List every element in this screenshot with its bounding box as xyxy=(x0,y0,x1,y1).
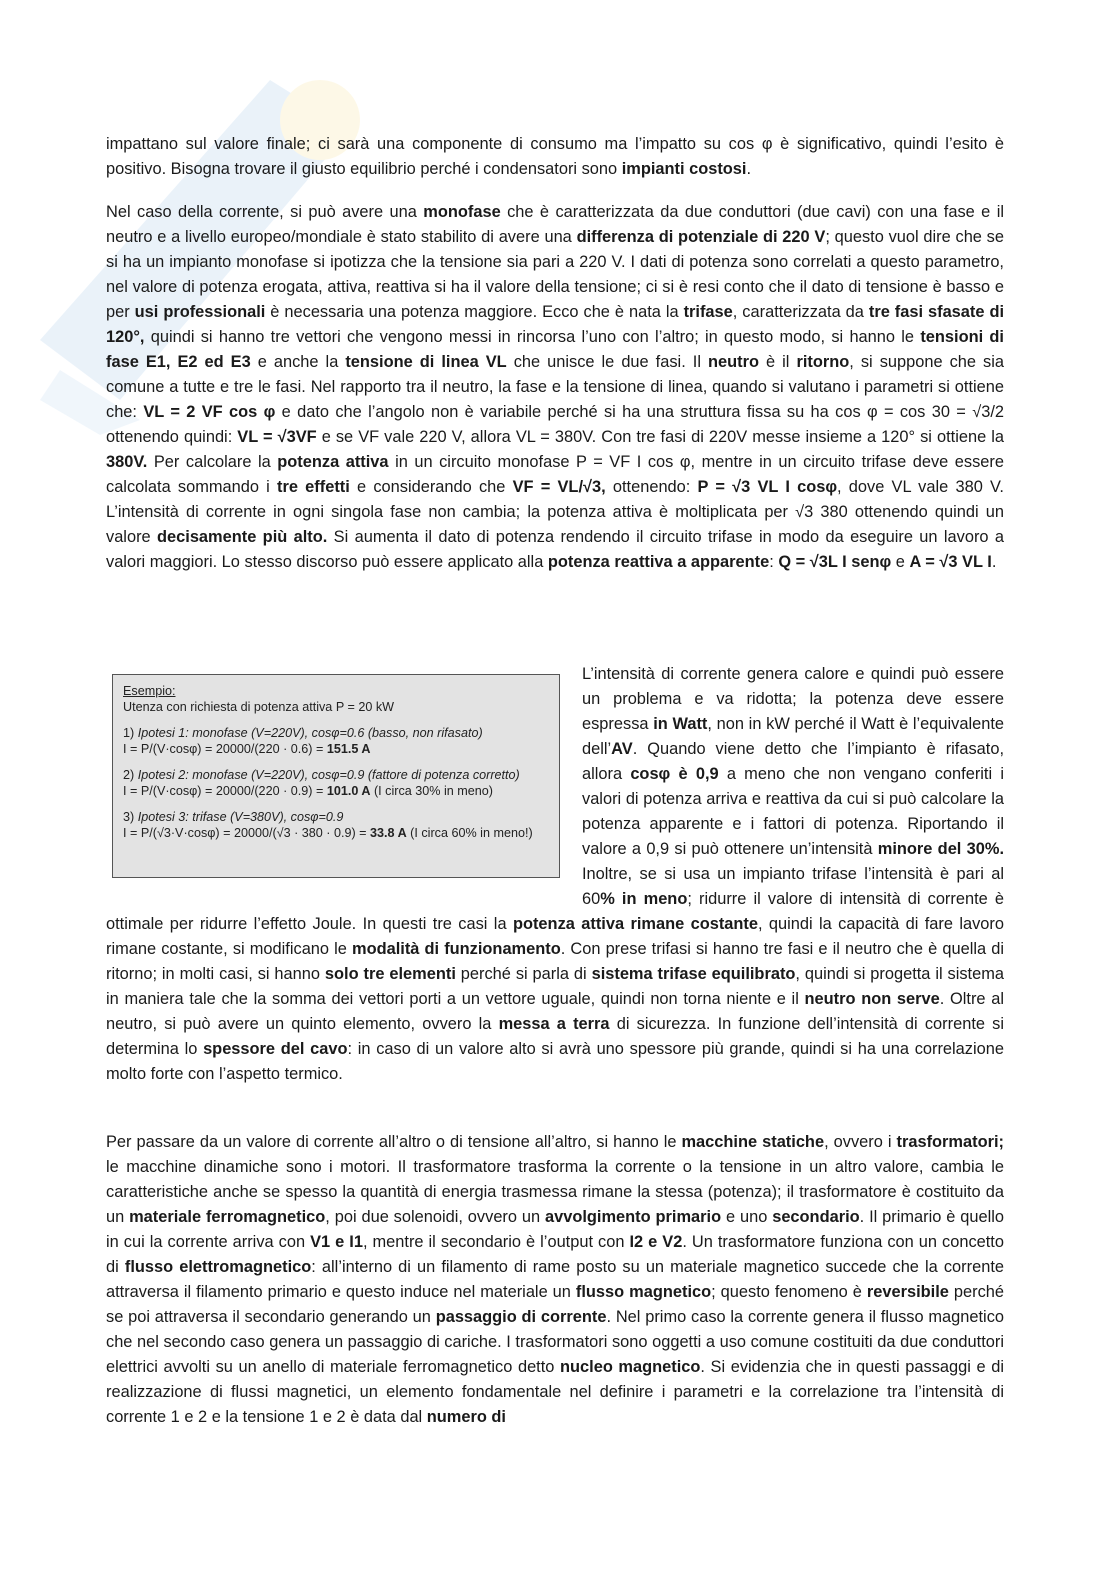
text-run: Si aumenta il dato di potenza rendendo il circuito trifase in modo da eseguire un lavoro a valori maggiori. Lo stesso discorso può essere applicato alla xyxy=(106,528,1005,571)
text-run: che è caratterizzata da due conduttori (due cavi) con una fase e il neutro e a livello europeo/mondiale è stato stabilito di avere una xyxy=(106,203,1004,246)
bold-text: trasformatori; xyxy=(896,1133,1004,1151)
bold-text: sistema trifase equilibrato xyxy=(591,965,796,983)
bold-text: A = √3 VL I xyxy=(909,553,992,571)
text-run: e se VF vale 220 V, allora VL = 380V. Con tre fasi di 220V messe insieme a 120° si ottiene la xyxy=(316,428,1004,446)
bold-text: potenza attiva xyxy=(277,453,389,471)
bold-text: tre fasi sfasate di 120°, xyxy=(106,303,1005,346)
text-run: ; ridurre il valore di intensità di corrente è ottimale per ridurre l’effetto Joule. In questi tre casi la xyxy=(106,890,1004,933)
paragraph-3 xyxy=(106,662,1004,1087)
text-run: impattano sul valore finale; ci sarà una componente di consumo ma l’impatto su cos φ è significativo, quindi l’esito è positivo. Bisogna trovare il giusto equilibrio perché i condensatori sono xyxy=(106,135,1004,178)
bold-text: tensioni di fase E1, E2 ed E3 xyxy=(106,328,1004,371)
bold-text: I2 e V2 xyxy=(629,1233,683,1251)
bold-text: VF = VL/√3, xyxy=(512,478,606,496)
text-run: , quindi la capacità di fare lavoro rimane costante, si modificano le xyxy=(106,915,1004,958)
hypothesis-3-heading: 3) Ipotesi 3: trifase (V=380V), cosφ=0.9 xyxy=(123,810,344,824)
paragraph-4 xyxy=(106,1130,1004,1430)
text-run: che unisce le due fasi. Il xyxy=(506,353,708,371)
paragraph-1 xyxy=(106,132,1004,182)
text-run: , non in kW perché il Watt è l’equivalente dell’ xyxy=(582,715,1005,758)
bold-text: numero di xyxy=(426,1408,506,1426)
bold-text: avvolgimento primario xyxy=(545,1208,722,1226)
bold-text: impianti costosi xyxy=(621,160,747,178)
text-run: e xyxy=(891,553,910,571)
bold-text: AV xyxy=(611,740,633,758)
text-run: . Un trasformatore funziona con un concetto di xyxy=(106,1233,1004,1276)
bold-text: materiale ferromagnetico xyxy=(129,1208,326,1226)
paragraph-2 xyxy=(106,200,1004,575)
text-run: Per calcolare la xyxy=(147,453,278,471)
hypothesis-1-heading: 1) Ipotesi 1: monofase (V=220V), cosφ=0.6 (basso, non rifasato) xyxy=(123,726,483,740)
text-run: , si suppone che sia comune a tutte e tre le fasi. Nel rapporto tra il neutro, la fase e la tensione di linea, quando si valutano i parametri si ottiene che: xyxy=(106,353,1005,421)
text-run: ; questo vuol dire che se si ha un impianto monofase si ipotizza che la tensione sia pari a 220 V. I dati di potenza sono correlati a questo parametro, nel valore di potenza erogata, attiva, reattiva si ha il valore della tensione; ci si è resi conto che il dato di tensione è basso e per xyxy=(106,228,1004,321)
bold-text: cosφ è 0,9 xyxy=(630,765,719,783)
text-run: quindi si hanno tre vettori che vengono messi in rincorsa l’uno con l’altro; in questo modo, si hanno le xyxy=(144,328,921,346)
bold-text: passaggio di corrente xyxy=(435,1308,607,1326)
text-run: e anche la xyxy=(250,353,346,371)
bold-text: messa a terra xyxy=(498,1015,610,1033)
text-run: perché si parla di xyxy=(455,965,592,983)
text-run: è necessaria una potenza maggiore. Ecco che è nata la xyxy=(265,303,684,321)
bold-text: V1 e I1 xyxy=(310,1233,363,1251)
text-run: le macchine dinamiche sono i motori. Il trasformatore trasforma la corrente o la tensione in un altro valore, cambia le caratteristiche anche se spesso la quantità di energia trasmessa rimane la stessa (potenza); il trasformatore è costituito da un xyxy=(106,1158,1004,1226)
bold-text: VL = √3VF xyxy=(237,428,317,446)
bold-text: decisamente più alto. xyxy=(157,528,328,546)
text-run: è il xyxy=(758,353,797,371)
bold-text: flusso magnetico xyxy=(575,1283,712,1301)
text-run: : xyxy=(769,553,779,571)
bold-text: monofase xyxy=(423,203,501,221)
text-run: . Quando viene detto che l’impianto è rifasato, allora xyxy=(582,740,1004,783)
bold-text: VL = 2 VF cos φ xyxy=(143,403,276,421)
text-run: . Si evidenzia che in questi passaggi e di realizzazione di flussi magnetici, un elemento fondamentale nel definire i parametri e la correlazione tra l’intensità di corrente 1 e 2 e la tensione 1 e 2 è data dal xyxy=(106,1358,1004,1426)
bold-text: neutro xyxy=(707,353,759,371)
bold-text: P = √3 VL I cosφ xyxy=(697,478,838,496)
bold-text: trifase xyxy=(683,303,733,321)
bold-text: Q = √3L I senφ xyxy=(778,553,892,571)
bold-text: usi professionali xyxy=(134,303,266,321)
text-run: , mentre il secondario è l’output con xyxy=(362,1233,630,1251)
bold-text: nucleo magnetico xyxy=(560,1358,701,1376)
bold-text: tensione di linea VL xyxy=(345,353,507,371)
text-run: Per passare da un valore di corrente all’altro o di tensione all’altro, si hanno le xyxy=(106,1133,682,1151)
bold-text: differenza di potenziale di 220 V xyxy=(576,228,826,246)
bold-text: tre effetti xyxy=(277,478,350,496)
bold-text: minore del 30%. xyxy=(877,840,1004,858)
text-run: , ovvero i xyxy=(824,1133,897,1151)
bold-text: potenza attiva rimane costante xyxy=(512,915,758,933)
text-run: , poi due solenoidi, ovvero un xyxy=(325,1208,545,1226)
bold-text: % in meno xyxy=(600,890,688,908)
text-run: e uno xyxy=(721,1208,773,1226)
bold-text: reversibile xyxy=(866,1283,949,1301)
text-run: ; questo fenomeno è xyxy=(711,1283,867,1301)
text-run: e dato che l’angolo non è variabile perché si ha una struttura fissa su ha cos φ = cos 30 = √3/2 ottenendo quindi: xyxy=(106,403,1004,446)
text-run: , quindi si progetta il sistema in maniera tale che la somma dei vettori porti a un vettore uguale, quindi non torna niente e il xyxy=(106,965,1004,1008)
bold-text: ritorno xyxy=(796,353,850,371)
bold-text: secondario xyxy=(772,1208,860,1226)
text-run: in un circuito monofase P = VF I cos φ, mentre in un circuito trifase deve essere calcolata sommando i xyxy=(106,453,1004,496)
text-run: a meno che non vengano conferiti i valori di potenza arriva e reattiva da cui si può calcolare la potenza apparente e i fattori di potenza. Riportando il valore a 0,9 si può ottenere un’intensità xyxy=(582,765,1004,858)
bold-text: modalità di funzionamento xyxy=(352,940,561,958)
example-intro: Utenza con richiesta di potenza attiva P = 20 kW xyxy=(123,700,395,714)
bold-text: neutro non serve xyxy=(804,990,940,1008)
text-run: . Con prese trifasi si hanno tre fasi e il neutro che è quella di ritorno; in molti casi, si hanno xyxy=(106,940,1004,983)
example-title: Esempio: xyxy=(123,684,176,698)
bold-text: solo tre elementi xyxy=(324,965,456,983)
text-run: Nel caso della corrente, si può avere una xyxy=(106,203,424,221)
bold-text: 380V. xyxy=(106,453,148,471)
text-run: : all’interno di un filamento di rame posto su un materiale magnetico succede che la corrente attraversa il filamento primario e questo induce nel materiale un xyxy=(106,1258,1004,1301)
hypothesis-2-heading: 2) Ipotesi 2: monofase (V=220V), cosφ=0.9 (fattore di potenza corretto) xyxy=(123,768,520,782)
text-run: , dove VL vale 380 V. L’intensità di corrente in ogni singola fase non cambia; la potenza attiva è moltiplicata per √3 380 ottenendo quindi un valore xyxy=(106,478,1004,546)
text-run: , caratterizzata da xyxy=(732,303,869,321)
hypothesis-1-calc: I = P/(V·cosφ) = 20000/(220 · 0.6) = 151.5 A xyxy=(123,742,371,756)
text-run: : in caso di un valore alto si avrà uno spessore più grande, quindi si ha una correlazione molto forte con l’aspetto termico. xyxy=(106,1040,1004,1083)
bold-text: potenza reattiva a apparente xyxy=(547,553,770,571)
text-run: . Oltre al neutro, si può avere un quinto elemento, ovvero la xyxy=(106,990,1004,1033)
bold-text: macchine statiche xyxy=(681,1133,825,1151)
text-run: e considerando che xyxy=(349,478,513,496)
bold-text: spessore del cavo xyxy=(203,1040,348,1058)
text-run: ottenendo: xyxy=(605,478,698,496)
text-run: . xyxy=(746,160,752,178)
example-figure xyxy=(106,666,566,886)
text-run: . Nel primo caso la corrente genera il flusso magnetico che nel secondo caso genera un passaggio di cariche. I trasformatori sono oggetti a uso comune costituiti da due conduttori elettrici avvolti su un anello di materiale ferromagnetico detto xyxy=(106,1308,1005,1376)
bold-text: in Watt xyxy=(653,715,708,733)
text-run: . Il primario è quello in cui la corrente arriva con xyxy=(106,1208,1004,1251)
text-run: di sicurezza. In funzione dell’intensità di corrente si determina lo xyxy=(106,1015,1004,1058)
hypothesis-3-calc: I = P/(√3·V·cosφ) = 20000/(√3 · 380 · 0.9) = 33.8 A (I circa 60% in meno!) xyxy=(123,826,533,840)
text-run: L’intensità di corrente genera calore e quindi può essere un problema e va ridotta; la potenza deve essere espressa xyxy=(582,665,1004,733)
bold-text: flusso elettromagnetico xyxy=(124,1258,312,1276)
hypothesis-2-calc: I = P/(V·cosφ) = 20000/(220 · 0.9) = 101.0 A (I circa 30% in meno) xyxy=(123,784,493,798)
text-run: Inoltre, se si usa un impianto trifase l’intensità è pari al 60 xyxy=(582,865,1004,908)
text-run: . xyxy=(991,553,997,571)
example-box xyxy=(112,674,560,878)
text-run: perché se poi attraversa il secondario generando un xyxy=(106,1283,1005,1326)
